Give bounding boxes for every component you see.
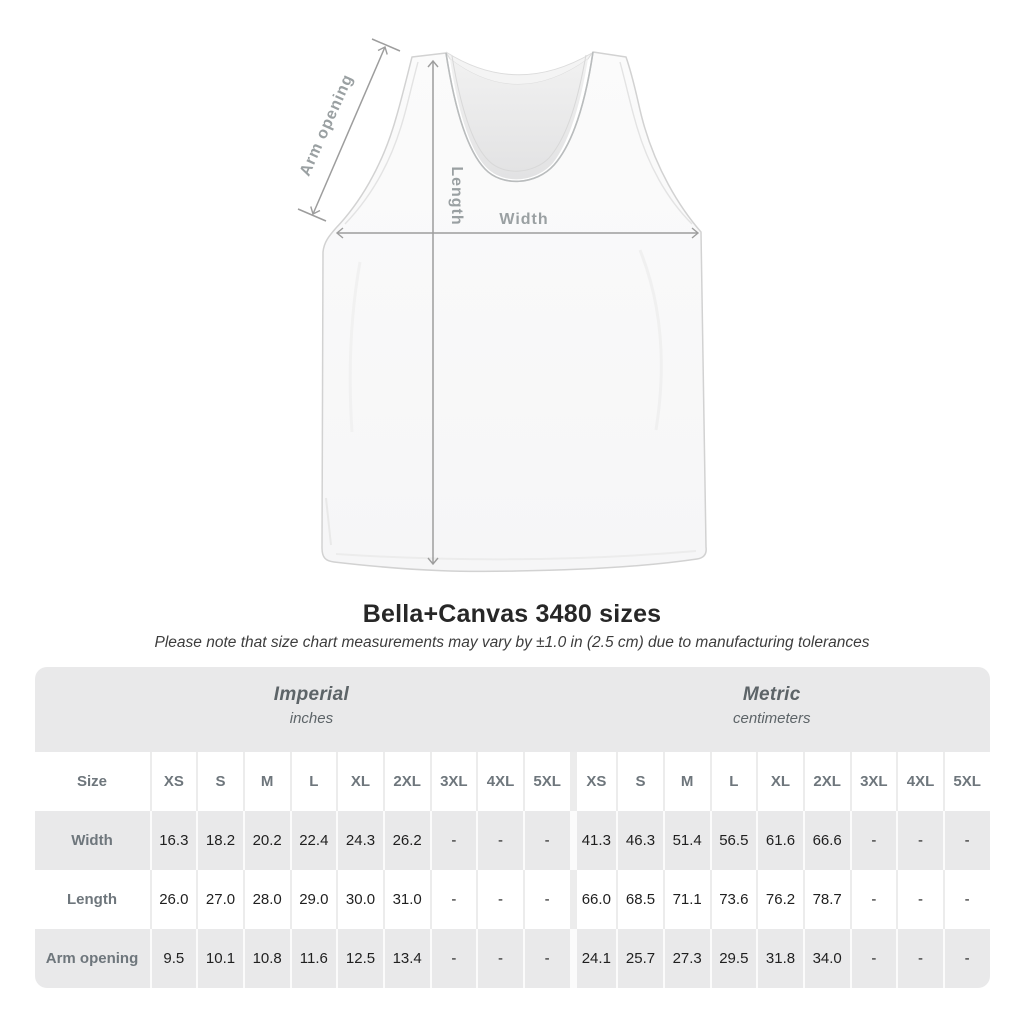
size-header-imperial: S — [196, 752, 243, 811]
tank-top-body — [322, 52, 706, 571]
value-cell-metric: - — [896, 811, 943, 870]
value-cell-metric: 34.0 — [803, 929, 850, 988]
value-cell-metric: 31.8 — [756, 929, 803, 988]
value-cell-metric: 24.1 — [570, 929, 617, 988]
value-cell-imperial: 20.2 — [243, 811, 290, 870]
arm-opening-tick-top — [372, 39, 400, 51]
value-cell-imperial: - — [476, 870, 523, 929]
value-cell-metric: - — [943, 811, 990, 870]
value-cell-metric: 61.6 — [756, 811, 803, 870]
value-cell-metric: 68.5 — [616, 870, 663, 929]
value-cell-imperial: - — [430, 929, 477, 988]
size-header-imperial: XL — [336, 752, 383, 811]
value-cell-metric: 76.2 — [756, 870, 803, 929]
value-cell-metric: - — [943, 870, 990, 929]
value-cell-metric: - — [850, 811, 897, 870]
value-cell-metric: - — [943, 929, 990, 988]
size-header-metric: M — [663, 752, 710, 811]
value-cell-metric: 66.0 — [570, 870, 617, 929]
value-cell-metric: 56.5 — [710, 811, 757, 870]
row-label: Width — [35, 811, 150, 870]
imperial-unit-header — [274, 684, 349, 727]
value-cell-imperial: 16.3 — [150, 811, 197, 870]
size-chart-table — [35, 667, 990, 988]
value-cell-imperial: - — [523, 929, 570, 988]
size-header-metric: 3XL — [850, 752, 897, 811]
value-cell-imperial: 29.0 — [290, 870, 337, 929]
size-header-metric: XS — [570, 752, 617, 811]
value-cell-metric: - — [896, 870, 943, 929]
value-cell-imperial: 27.0 — [196, 870, 243, 929]
value-cell-imperial: 26.0 — [150, 870, 197, 929]
value-cell-imperial: - — [523, 870, 570, 929]
page-title: Bella+Canvas 3480 sizes — [362, 600, 662, 628]
size-header-imperial: L — [290, 752, 337, 811]
value-cell-imperial: - — [430, 870, 477, 929]
value-cell-imperial: - — [476, 929, 523, 988]
length-label: Length — [448, 166, 465, 226]
tolerance-note: Please note that size chart measurements may vary by ±1.0 in (2.5 cm) due to manufacturing tolerances — [154, 634, 870, 651]
size-header-metric: S — [616, 752, 663, 811]
value-cell-metric: 29.5 — [710, 929, 757, 988]
size-header-metric: 4XL — [896, 752, 943, 811]
row-label: Length — [67, 891, 117, 908]
value-cell-metric: - — [850, 870, 897, 929]
metric-sublabel: centimeters — [732, 710, 811, 727]
size-header-metric: XL — [756, 752, 803, 811]
value-cell-imperial: 22.4 — [290, 811, 337, 870]
value-cell-metric: 46.3 — [616, 811, 663, 870]
metric-unit-header — [733, 684, 811, 727]
size-header-imperial: 3XL — [430, 752, 477, 811]
size-header-imperial: M — [243, 752, 290, 811]
value-cell-imperial: 11.6 — [290, 929, 337, 988]
value-cell-imperial: 26.2 — [383, 811, 430, 870]
value-cell-metric: 71.1 — [663, 870, 710, 929]
value-cell-metric: 78.7 — [803, 870, 850, 929]
size-header-imperial: 4XL — [476, 752, 523, 811]
size-header-metric: 2XL — [803, 752, 850, 811]
value-cell-imperial: 12.5 — [336, 929, 383, 988]
size-header-imperial: 2XL — [383, 752, 430, 811]
size-header-imperial: 5XL — [523, 752, 570, 811]
value-cell-metric: 25.7 — [616, 929, 663, 988]
value-cell-imperial: 24.3 — [336, 811, 383, 870]
value-cell-imperial: 31.0 — [383, 870, 430, 929]
value-cell-imperial: 10.1 — [196, 929, 243, 988]
size-grid — [35, 752, 990, 988]
value-cell-imperial: - — [430, 811, 477, 870]
size-header-metric: 5XL — [943, 752, 990, 811]
value-cell-imperial: 18.2 — [196, 811, 243, 870]
value-cell-imperial: - — [476, 811, 523, 870]
value-cell-metric: - — [850, 929, 897, 988]
value-cell-metric: 51.4 — [663, 811, 710, 870]
value-cell-imperial: 10.8 — [243, 929, 290, 988]
value-cell-imperial: 9.5 — [150, 929, 197, 988]
value-cell-metric: 27.3 — [663, 929, 710, 988]
arm-opening-tick-bottom — [298, 209, 326, 221]
value-cell-metric: 66.6 — [803, 811, 850, 870]
value-cell-metric: 73.6 — [710, 870, 757, 929]
value-cell-imperial: - — [523, 811, 570, 870]
metric-label: Metric — [742, 684, 801, 705]
value-cell-metric: - — [896, 929, 943, 988]
width-label: Width — [499, 211, 549, 228]
size-header-metric: L — [710, 752, 757, 811]
value-cell-imperial: 30.0 — [336, 870, 383, 929]
size-header-imperial: XS — [150, 752, 197, 811]
unit-header-band — [35, 667, 990, 752]
imperial-sublabel: inches — [289, 710, 334, 727]
arm-opening-label: Arm opening — [296, 71, 357, 179]
row-label: Arm opening — [35, 929, 150, 988]
value-cell-imperial: 13.4 — [383, 929, 430, 988]
value-cell-imperial: 28.0 — [243, 870, 290, 929]
imperial-label: Imperial — [273, 684, 350, 705]
size-column-header: Size — [76, 773, 107, 790]
value-cell-metric: 41.3 — [570, 811, 617, 870]
